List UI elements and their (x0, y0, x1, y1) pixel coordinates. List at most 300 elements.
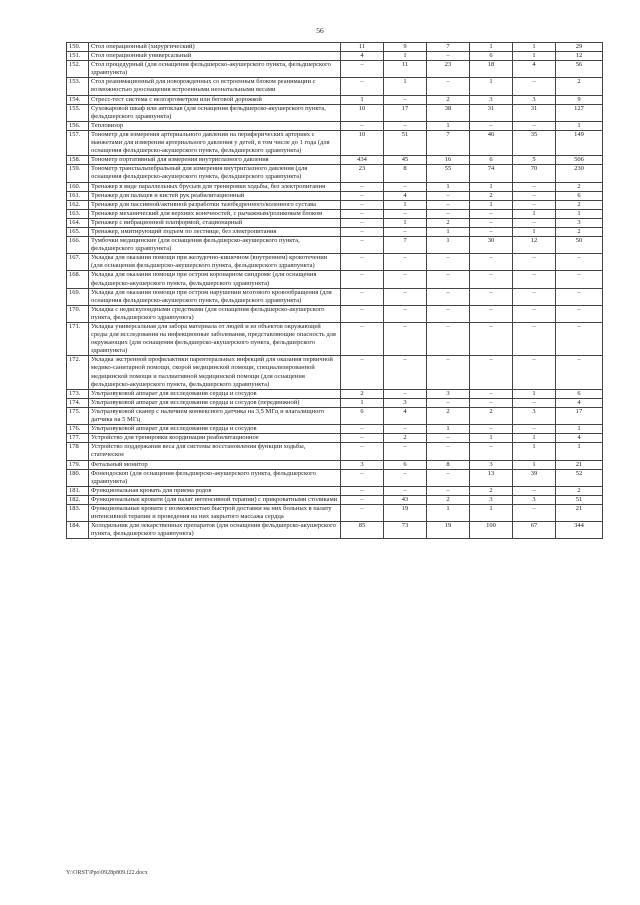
row-number: 170. (67, 305, 89, 322)
quantity-cell: 1 (513, 434, 556, 443)
equipment-name: Фонендоскоп (для оснащения фельдшерско-акушерского пункта, фельдшерского здравпункта) (89, 469, 341, 486)
quantity-cell: 1 (427, 425, 470, 434)
total-cell: 51 (556, 495, 603, 504)
quantity-cell: – (341, 209, 384, 218)
quantity-cell: 3 (384, 398, 427, 407)
total-cell: 149 (556, 130, 603, 155)
row-number: 169. (67, 288, 89, 305)
quantity-cell: 1 (341, 95, 384, 104)
table-row (67, 227, 603, 236)
quantity-cell: 1 (427, 237, 470, 254)
equipment-name: Стол операционный (хирургический) (89, 43, 341, 52)
quantity-cell: 74 (470, 165, 513, 182)
table-row (67, 305, 603, 322)
table-row (67, 469, 603, 486)
quantity-cell: 1 (341, 398, 384, 407)
equipment-name: Укладка экстренной профилактики парентеральных инфекций для оказания первичной медико-санитарной помощи, скорой медицинской помощи, специализированной медицинской помощи и паллиативной медицинской помощи (для оснащения фельдшерско-акушерского пункта, фельдшерского здравпункта) (89, 356, 341, 389)
quantity-cell: 70 (513, 165, 556, 182)
total-cell: 21 (556, 460, 603, 469)
row-number: 173. (67, 389, 89, 398)
row-number: 174. (67, 398, 89, 407)
row-number: 179. (67, 460, 89, 469)
row-number: 156. (67, 121, 89, 130)
quantity-cell: – (384, 121, 427, 130)
quantity-cell: 1 (513, 227, 556, 236)
quantity-cell: – (341, 191, 384, 200)
quantity-cell: 73 (384, 522, 427, 539)
quantity-cell: – (513, 271, 556, 288)
quantity-cell: 3 (470, 95, 513, 104)
total-cell: 6 (556, 191, 603, 200)
quantity-cell: – (513, 218, 556, 227)
quantity-cell: – (341, 288, 384, 305)
quantity-cell: – (513, 425, 556, 434)
quantity-cell: 13 (470, 469, 513, 486)
quantity-cell: – (341, 305, 384, 322)
total-cell: 29 (556, 43, 603, 52)
equipment-name: Стол реанимационный для новорожденных со встроенным блоком реанимации с возможностью дооснащения встроенными неонатальными весами (89, 78, 341, 95)
equipment-name: Укладка для оказания помощи при остром нарушении мозгового кровообращения (для оснащения фельдшерско-акушерского пункта, фельдшерского здравпункта) (89, 288, 341, 305)
quantity-cell: – (384, 182, 427, 191)
table-row (67, 165, 603, 182)
quantity-cell: 4 (341, 52, 384, 61)
quantity-cell: 434 (341, 156, 384, 165)
quantity-cell: 3 (427, 389, 470, 398)
quantity-cell: – (470, 356, 513, 389)
quantity-cell: – (341, 443, 384, 460)
quantity-cell: 8 (427, 460, 470, 469)
quantity-cell: – (341, 254, 384, 271)
table-row (67, 121, 603, 130)
table-row (67, 61, 603, 78)
quantity-cell: – (427, 356, 470, 389)
quantity-cell: – (341, 227, 384, 236)
quantity-cell: 7 (384, 237, 427, 254)
total-cell: 1 (556, 121, 603, 130)
quantity-cell: – (427, 486, 470, 495)
total-cell: – (556, 271, 603, 288)
row-number: 177. (67, 434, 89, 443)
equipment-name: Тонометр портативный для измерения внутриглазного давления (89, 156, 341, 165)
table-row (67, 323, 603, 356)
total-cell: – (556, 323, 603, 356)
equipment-name: Укладка с недискулоидными средствами (для оснащения фельдшерско-акушерского пункта, фельдшерского здравпункта) (89, 305, 341, 322)
quantity-cell: 6 (470, 156, 513, 165)
quantity-cell: 1 (470, 434, 513, 443)
total-cell: 4 (556, 398, 603, 407)
total-cell: 9 (556, 95, 603, 104)
row-number: 159. (67, 165, 89, 182)
quantity-cell: – (513, 254, 556, 271)
table-row (67, 156, 603, 165)
row-number: 160. (67, 182, 89, 191)
table-row (67, 398, 603, 407)
quantity-cell: 2 (341, 389, 384, 398)
quantity-cell: 1 (470, 200, 513, 209)
quantity-cell: – (470, 218, 513, 227)
equipment-name: Укладка для оказания помощи при желудочно-кишечном (внутреннем) кровотечении (для оснащения фельдшерско-акушерского пункта, фельдшерского здравпункта) (89, 254, 341, 271)
equipment-name: Укладка универсальная для забора материала от людей и из объектов окружающей среды для исследования на инфекционные заболевания, представляющие опасность для окружающих (для оснащения фельдшерско-акушерского пункта, фельдшерского здравпункта) (89, 323, 341, 356)
total-cell: 52 (556, 469, 603, 486)
quantity-cell: – (513, 182, 556, 191)
quantity-cell: 1 (384, 52, 427, 61)
quantity-cell: 10 (341, 104, 384, 121)
row-number: 161. (67, 191, 89, 200)
total-cell: 2 (556, 182, 603, 191)
quantity-cell: 3 (513, 95, 556, 104)
total-cell: 1 (556, 443, 603, 460)
equipment-name: Функциональные кровати (для палат интенсивной терапии) с прикроватными столиками (89, 495, 341, 504)
quantity-cell: – (384, 209, 427, 218)
equipment-name: Сухожаровой шкаф или автоклав (для оснащения фельдшерско-акушерского пункта, фельдшерского здравпункта) (89, 104, 341, 121)
row-number: 158. (67, 156, 89, 165)
quantity-cell: 51 (384, 130, 427, 155)
quantity-cell: 1 (470, 182, 513, 191)
quantity-cell: – (427, 209, 470, 218)
quantity-cell: – (341, 182, 384, 191)
quantity-cell: – (341, 78, 384, 95)
quantity-cell: – (384, 288, 427, 305)
quantity-cell: 3 (470, 460, 513, 469)
row-number: 182. (67, 495, 89, 504)
quantity-cell: – (427, 398, 470, 407)
quantity-cell: 4 (384, 191, 427, 200)
table-row (67, 52, 603, 61)
quantity-cell: – (470, 254, 513, 271)
quantity-cell: – (341, 504, 384, 521)
equipment-name: Укладка для оказания помощи при остром коронарном синдроме (для оснащения фельдшерско-акушерского пункта, фельдшерского здравпункта) (89, 271, 341, 288)
quantity-cell: – (341, 121, 384, 130)
quantity-cell: 1 (384, 200, 427, 209)
row-number: 153. (67, 78, 89, 95)
quantity-cell: – (341, 425, 384, 434)
equipment-name: Стол операционный универсальный (89, 52, 341, 61)
equipment-name: Тонометр для измерения артериального давления на периферических артериях с манжетами для измерения артериального давления у детей, в том числе до 1 года (для оснащения фельдшерско-акушерского пункта, фельдшерского здравпункта) (89, 130, 341, 155)
equipment-name: Тренажер в виде параллельных брусьев для тренировки ходьбы, без электропитания (89, 182, 341, 191)
total-cell: 12 (556, 52, 603, 61)
quantity-cell: – (470, 288, 513, 305)
quantity-cell: 1 (470, 504, 513, 521)
equipment-name: Стол процедурный (для оснащения фельдшерско-акушерского пункта, фельдшерского здравпункта) (89, 61, 341, 78)
row-number: 166. (67, 237, 89, 254)
row-number: 168. (67, 271, 89, 288)
row-number: 181. (67, 486, 89, 495)
quantity-cell: 3 (513, 495, 556, 504)
quantity-cell: – (427, 469, 470, 486)
quantity-cell: – (384, 389, 427, 398)
quantity-cell: 67 (513, 522, 556, 539)
quantity-cell: 2 (470, 191, 513, 200)
quantity-cell: – (341, 61, 384, 78)
row-number: 155. (67, 104, 89, 121)
equipment-name: Тренажер механический для верхних конечностей, с рычажным/роликовым блоком (89, 209, 341, 218)
quantity-cell: – (384, 425, 427, 434)
equipment-name: Холодильник для лекарственных препаратов (для оснащения фельдшерско-акушерского пункта, фельдшерского здравпункта) (89, 522, 341, 539)
quantity-cell: – (513, 356, 556, 389)
table-row (67, 407, 603, 424)
row-number: 167. (67, 254, 89, 271)
table-row (67, 95, 603, 104)
quantity-cell: 3 (470, 495, 513, 504)
equipment-name: Функциональная кровать для приема родов (89, 486, 341, 495)
table-row (67, 486, 603, 495)
quantity-cell: 18 (470, 61, 513, 78)
quantity-cell: 31 (470, 104, 513, 121)
total-cell: – (556, 305, 603, 322)
table-row (67, 254, 603, 271)
equipment-name: Функциональные кровати с возможностью быстрой доставки на них больных в палату интенсивной терапии и проведения на них закрытого массажа сердца (89, 504, 341, 521)
quantity-cell: – (384, 271, 427, 288)
quantity-cell: – (427, 254, 470, 271)
total-cell: 4 (556, 434, 603, 443)
total-cell: 6 (556, 389, 603, 398)
row-number: 165. (67, 227, 89, 236)
quantity-cell: 11 (341, 43, 384, 52)
quantity-cell: – (384, 469, 427, 486)
table-row (67, 443, 603, 460)
table-row (67, 182, 603, 191)
row-number: 162. (67, 200, 89, 209)
equipment-name: Тонометр транспальпебральный для измерения внутриглазного давления (для оснащения фельдшерско-акушерского пункта, фельдшерского здравпункта) (89, 165, 341, 182)
quantity-cell: 7 (427, 43, 470, 52)
equipment-name: Тумбочки медицинские (для оснащения фельдшерско-акушерского пункта, фельдшерского здравпункта) (89, 237, 341, 254)
total-cell: – (556, 288, 603, 305)
table-row (67, 271, 603, 288)
equipment-name: Ультразвуковой аппарат для исследования сердца и сосудов (передвижной) (89, 398, 341, 407)
total-cell: 344 (556, 522, 603, 539)
row-number: 150. (67, 43, 89, 52)
quantity-cell: – (384, 305, 427, 322)
quantity-cell: 19 (427, 522, 470, 539)
total-cell: 2 (556, 227, 603, 236)
quantity-cell: – (384, 95, 427, 104)
row-number: 183. (67, 504, 89, 521)
quantity-cell: – (513, 78, 556, 95)
quantity-cell: 1 (427, 121, 470, 130)
quantity-cell: 2 (384, 434, 427, 443)
quantity-cell: – (470, 443, 513, 460)
table-row (67, 43, 603, 52)
quantity-cell: 2 (427, 218, 470, 227)
table-row (67, 218, 603, 227)
row-number: 152. (67, 61, 89, 78)
quantity-cell: – (513, 288, 556, 305)
table-row (67, 237, 603, 254)
quantity-cell: – (513, 398, 556, 407)
quantity-cell: – (341, 200, 384, 209)
quantity-cell: – (341, 495, 384, 504)
quantity-cell: 3 (513, 407, 556, 424)
quantity-cell: – (513, 305, 556, 322)
table-row (67, 356, 603, 389)
quantity-cell: – (470, 305, 513, 322)
quantity-cell: 2 (427, 407, 470, 424)
total-cell: 1 (556, 425, 603, 434)
quantity-cell: 3 (341, 460, 384, 469)
quantity-cell: – (384, 254, 427, 271)
table-row (67, 522, 603, 539)
quantity-cell: – (427, 271, 470, 288)
total-cell: 56 (556, 61, 603, 78)
quantity-cell: 23 (427, 61, 470, 78)
total-cell: – (556, 254, 603, 271)
quantity-cell: – (341, 486, 384, 495)
total-cell: 230 (556, 165, 603, 182)
quantity-cell: 6 (384, 460, 427, 469)
quantity-cell: – (341, 218, 384, 227)
equipment-name: Устройство для тренировки координации реабилитационное (89, 434, 341, 443)
quantity-cell: – (513, 121, 556, 130)
quantity-cell: – (384, 486, 427, 495)
row-number: 184. (67, 522, 89, 539)
quantity-cell: – (384, 323, 427, 356)
row-number: 175. (67, 407, 89, 424)
quantity-cell: 17 (384, 104, 427, 121)
table-row (67, 191, 603, 200)
quantity-cell: 2 (470, 407, 513, 424)
quantity-cell: 1 (427, 227, 470, 236)
table-row (67, 209, 603, 218)
quantity-cell: 2 (470, 486, 513, 495)
quantity-cell: 38 (427, 104, 470, 121)
quantity-cell: 100 (470, 522, 513, 539)
quantity-cell: 1 (427, 182, 470, 191)
total-cell: 1 (556, 209, 603, 218)
equipment-name: Тренажер с вибрационной платформой, стационарный (89, 218, 341, 227)
quantity-cell: – (427, 191, 470, 200)
quantity-cell: 1 (513, 52, 556, 61)
table-row (67, 200, 603, 209)
row-number: 180. (67, 469, 89, 486)
total-cell: 506 (556, 156, 603, 165)
quantity-cell: 39 (513, 469, 556, 486)
quantity-cell: 11 (384, 61, 427, 78)
quantity-cell: 1 (513, 443, 556, 460)
equipment-name: Тепловизор (89, 121, 341, 130)
quantity-cell: – (470, 389, 513, 398)
quantity-cell: – (427, 434, 470, 443)
quantity-cell: – (470, 323, 513, 356)
table-row (67, 495, 603, 504)
quantity-cell: – (513, 504, 556, 521)
table-row (67, 389, 603, 398)
table-row (67, 504, 603, 521)
total-cell: 2 (556, 200, 603, 209)
quantity-cell: 1 (384, 218, 427, 227)
total-cell: 2 (556, 486, 603, 495)
quantity-cell: – (513, 323, 556, 356)
equipment-name: Тренажер, имитирующий подъем по лестнице, без электропитания (89, 227, 341, 236)
quantity-cell: – (341, 323, 384, 356)
quantity-cell: 1 (427, 504, 470, 521)
equipment-name: Ультразвуковой аппарат для исследования сердца и сосудов (89, 425, 341, 434)
quantity-cell: – (384, 227, 427, 236)
quantity-cell: 46 (470, 130, 513, 155)
quantity-cell: – (470, 271, 513, 288)
total-cell: 17 (556, 407, 603, 424)
equipment-name: Ультразвуковой аппарат для исследования сердца и сосудов (89, 389, 341, 398)
total-cell: 127 (556, 104, 603, 121)
quantity-cell: – (470, 227, 513, 236)
table-row (67, 104, 603, 121)
equipment-name: Устройство поддержания веса для системы восстановления функции ходьбы, статическое (89, 443, 341, 460)
quantity-cell: 16 (427, 156, 470, 165)
quantity-cell: 6 (470, 52, 513, 61)
quantity-cell: – (427, 78, 470, 95)
quantity-cell: 31 (513, 104, 556, 121)
quantity-cell: 35 (513, 130, 556, 155)
quantity-cell: – (341, 271, 384, 288)
quantity-cell: – (341, 356, 384, 389)
quantity-cell: – (470, 398, 513, 407)
table-row (67, 130, 603, 155)
quantity-cell: 12 (513, 237, 556, 254)
quantity-cell: – (427, 200, 470, 209)
quantity-cell: – (341, 469, 384, 486)
equipment-name: Тренажер для пальцев и кистей рук реабилитационный (89, 191, 341, 200)
quantity-cell: – (427, 323, 470, 356)
quantity-cell: 1 (513, 209, 556, 218)
quantity-cell: 7 (427, 130, 470, 155)
quantity-cell: – (341, 237, 384, 254)
equipment-name: Фетальный монитор (89, 460, 341, 469)
total-cell: 21 (556, 504, 603, 521)
quantity-cell: – (427, 305, 470, 322)
table-row (67, 434, 603, 443)
table-row (67, 425, 603, 434)
total-cell: – (556, 356, 603, 389)
quantity-cell: 85 (341, 522, 384, 539)
quantity-cell: 55 (427, 165, 470, 182)
row-number: 172. (67, 356, 89, 389)
quantity-cell: 43 (384, 495, 427, 504)
table-row (67, 460, 603, 469)
quantity-cell: – (384, 443, 427, 460)
equipment-name: Ультразвуковой сканер с наличием конвексного датчика на 3,5 МГц и влагалищного датчика на 5 МГц (89, 407, 341, 424)
row-number: 157. (67, 130, 89, 155)
quantity-cell: – (427, 443, 470, 460)
row-number: 151. (67, 52, 89, 61)
total-cell: 50 (556, 237, 603, 254)
equipment-name: Стресс-тест система с велоэргометром или беговой дорожкой (89, 95, 341, 104)
quantity-cell: 19 (384, 504, 427, 521)
quantity-cell: 4 (513, 61, 556, 78)
table-row (67, 78, 603, 95)
row-number: 178 (67, 443, 89, 460)
quantity-cell: 6 (341, 407, 384, 424)
total-cell: 2 (556, 78, 603, 95)
quantity-cell: 2 (427, 495, 470, 504)
total-cell: 3 (556, 218, 603, 227)
quantity-cell: – (470, 121, 513, 130)
quantity-cell: – (513, 200, 556, 209)
quantity-cell: 10 (341, 130, 384, 155)
quantity-cell: 8 (384, 165, 427, 182)
quantity-cell: 4 (384, 407, 427, 424)
quantity-cell: 5 (513, 156, 556, 165)
row-number: 154. (67, 95, 89, 104)
quantity-cell: 2 (427, 95, 470, 104)
quantity-cell: – (470, 209, 513, 218)
row-number: 176. (67, 425, 89, 434)
quantity-cell: 30 (470, 237, 513, 254)
equipment-name: Тренажер для пассивной/активной разработки тазобедренного/коленного сустава (89, 200, 341, 209)
quantity-cell: – (427, 52, 470, 61)
quantity-cell: 9 (384, 43, 427, 52)
quantity-cell: – (427, 288, 470, 305)
quantity-cell: 1 (384, 78, 427, 95)
quantity-cell: – (513, 191, 556, 200)
